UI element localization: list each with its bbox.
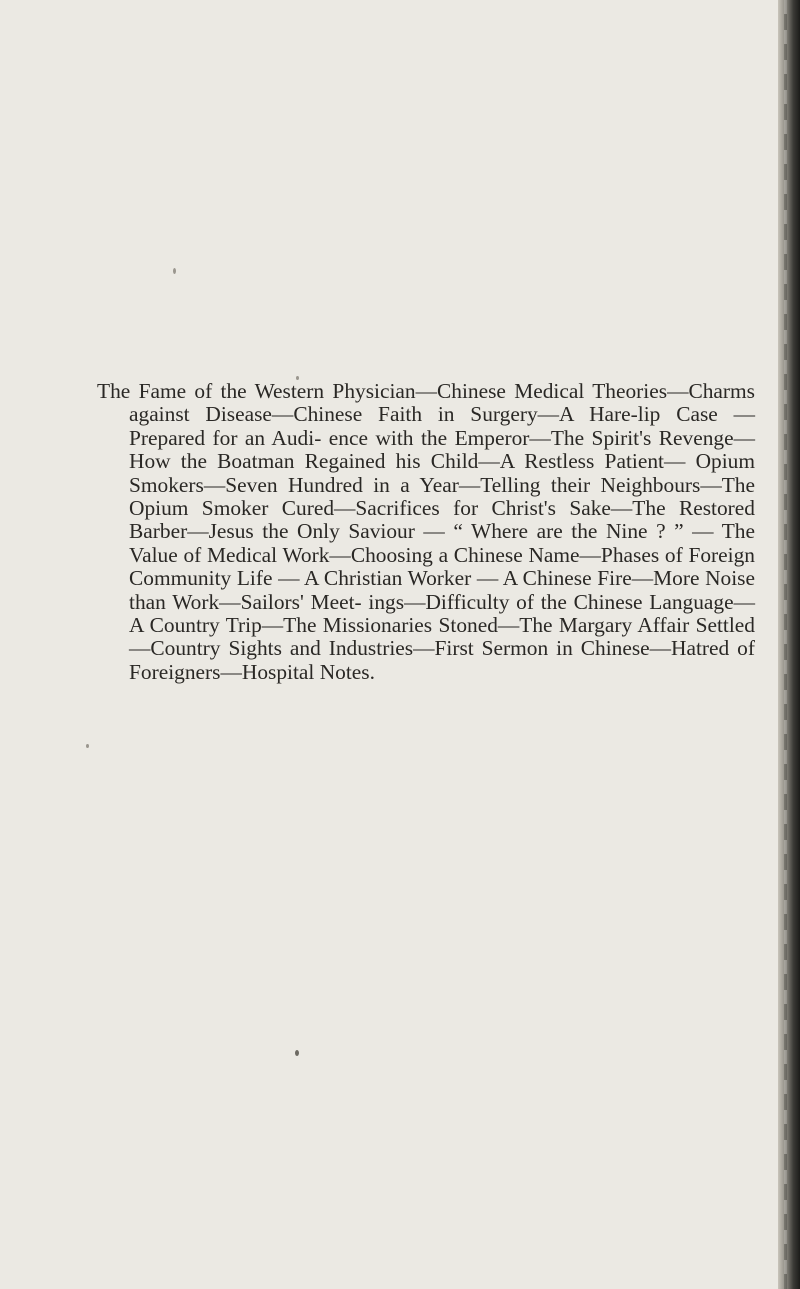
page-binding-edge <box>778 0 800 1289</box>
page-speck <box>295 1050 299 1056</box>
chapter-synopsis: The Fame of the Western Physician—Chinese Medical Theories—Charms against Disease—Chinese Faith in Surgery—A Hare-lip Case — Prepared for an Audi- ence with the Emperor—The Spirit's Revenge—How the Boatman Regained his Child—A Restless Patient— Opium Smokers—Seven Hundred in a Year—Telling their Neighbours—The Opium Smoker Cured—Sacrifices for Christ's Sake—The Restored Barber—Jesus the Only Saviour — “ Where are the Nine ? ” — The Value of Medical Work—Choosing a Chinese Name—Phases of Foreign Community Life — A Christian Worker — A Chinese Fire—More Noise than Work—Sailors' Meet- ings—Difficulty of the Chinese Language—A Country Trip—The Missionaries Stoned—The Margary Affair Settled—Country Sights and Industries—First Sermon in Chinese—Hatred of Foreigners—Hospital Notes. <box>97 379 755 684</box>
page-speck <box>173 268 176 274</box>
page-speck <box>86 744 89 748</box>
